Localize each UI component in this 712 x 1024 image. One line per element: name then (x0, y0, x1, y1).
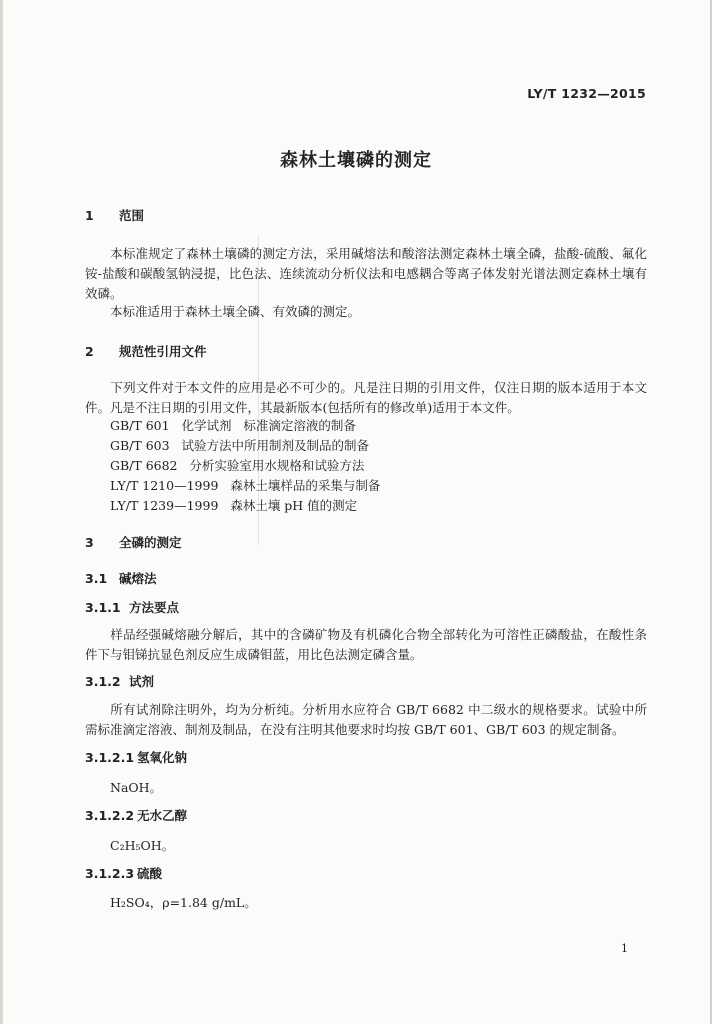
section-number: 3.1 (85, 571, 108, 586)
document-title: 森林土壤磷的测定 (280, 150, 432, 171)
section-3-1-2-1-heading (85, 748, 187, 766)
section-number: 1 (85, 208, 94, 223)
reagent-formula: H₂SO₄，ρ=1.84 g/mL。 (110, 895, 257, 910)
section-2-heading (85, 342, 207, 360)
reagents-paragraph: 所有试剂除注明外，均为分析纯。分析用水应符合 GB/T 6682 中二级水的规格要求。试验中所需标准滴定溶液、制剂及制品，在没有注明其他要求时均按 GB/T 601、GB/T 603 的规定制备。 (85, 702, 647, 737)
reference-item: LY/T 1239—1999 森林土壤 pH 值的测定 (110, 498, 358, 513)
section-number: 3.1.2.3 (85, 866, 135, 881)
section-3-1-2-2-heading (85, 806, 187, 824)
section-title: 硫酸 (137, 866, 163, 881)
reference-item: GB/T 603 试验方法中所用制剂及制品的制备 (110, 438, 369, 453)
section-3-1-1-heading (85, 598, 179, 616)
section-title: 规范性引用文件 (119, 344, 207, 359)
reference-item: GB/T 601 化学试剂 标准滴定溶液的制备 (110, 418, 356, 433)
section-number: 3.1.2 (85, 674, 121, 689)
section-title: 全磷的测定 (119, 535, 182, 550)
scope-paragraph-2: 本标准适用于森林土壤全磷、有效磷的测定。 (110, 304, 361, 319)
section-title: 无水乙醇 (137, 808, 188, 823)
section-number: 3.1.2.2 (85, 808, 135, 823)
scope-paragraph-1: 本标准规定了森林土壤磷的测定方法，采用碱熔法和酸溶法测定森林土壤全磷，盐酸-硫酸、氟化铵-盐酸和碳酸氢钠浸提，比色法、连续流动分析仪法和电感耦合等离子体发射光谱法测定森林土壤有效磷。 (85, 246, 647, 301)
section-number: 3.1.1 (85, 600, 121, 615)
section-3-1-heading (85, 569, 157, 587)
reagent-formula: C₂H₅OH。 (110, 838, 175, 853)
method-principle-paragraph: 样品经强碱熔融分解后，其中的含磷矿物及有机磷化合物全部转化为可溶性正磷酸盐，在酸性条件下与钼锑抗显色剂反应生成磷钼蓝，用比色法测定磷含量。 (85, 627, 647, 662)
reference-item: LY/T 1210—1999 森林土壤样品的采集与制备 (110, 478, 381, 493)
section-title: 氢氧化钠 (137, 750, 188, 765)
section-number: 2 (85, 344, 94, 359)
section-3-1-2-heading (85, 672, 154, 690)
section-number: 3.1.2.1 (85, 750, 135, 765)
section-3-1-2-3-heading (85, 864, 162, 882)
reference-item: GB/T 6682 分析实验室用水规格和试验方法 (110, 458, 365, 473)
section-title: 试剂 (129, 674, 155, 689)
section-title: 方法要点 (129, 600, 180, 615)
normative-references-paragraph: 下列文件对于本文件的应用是必不可少的。凡是注日期的引用文件，仅注日期的版本适用于本文件。凡是不注日期的引用文件，其最新版本(包括所有的修改单)适用于本文件。 (85, 380, 647, 415)
reagent-formula: NaOH。 (110, 780, 163, 795)
page-number: 1 (621, 942, 628, 955)
section-3-heading (85, 533, 182, 551)
standard-code: LY/T 1232—2015 (527, 86, 646, 101)
section-1-heading (85, 206, 144, 224)
section-title: 范围 (119, 208, 145, 223)
section-number: 3 (85, 535, 94, 550)
section-title: 碱熔法 (119, 571, 157, 586)
